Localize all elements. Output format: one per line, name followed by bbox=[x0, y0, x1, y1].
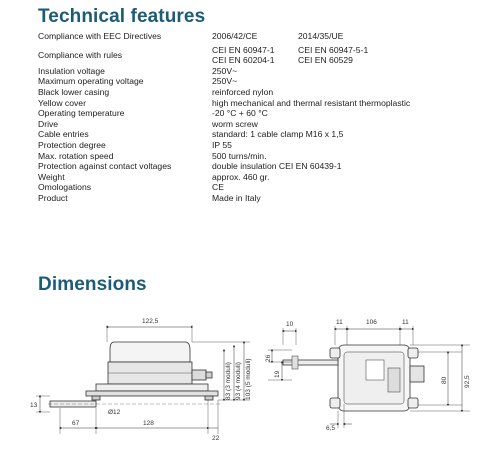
rule-item: CEI EN 60204-1 bbox=[212, 55, 275, 66]
row-value: -20 °C + 60 °C bbox=[212, 108, 268, 119]
row-value: reinforced nylon bbox=[212, 86, 274, 97]
side-view bbox=[36, 325, 250, 434]
row-label: Maximum operating voltage bbox=[38, 76, 144, 87]
dim-width-top: 122,5 bbox=[142, 318, 159, 325]
dim-base-left: 67 bbox=[72, 420, 80, 427]
row-label: Product bbox=[38, 192, 68, 203]
dim-right-h2: 92,5 bbox=[464, 375, 471, 388]
row-value: worm screw bbox=[212, 118, 258, 129]
row-value: CE bbox=[212, 182, 224, 193]
dim-base-right: 22 bbox=[212, 435, 220, 442]
rule-item: CEI EN 60947-5-1 bbox=[298, 44, 369, 55]
row-label: Insulation voltage bbox=[38, 65, 105, 76]
top-view bbox=[268, 326, 470, 428]
row-label: Compliance with EEC Directives bbox=[38, 31, 162, 41]
dim-top-left: 10 bbox=[286, 321, 294, 328]
section-title-technical-features: Technical features bbox=[38, 6, 206, 27]
dim-top-mid-a: 11 bbox=[336, 319, 343, 326]
dim-right-h1: 80 bbox=[441, 376, 448, 384]
dim-top-mid-b: 106 bbox=[366, 319, 377, 326]
section-title-dimensions: Dimensions bbox=[38, 274, 147, 295]
row-label: Drive bbox=[38, 118, 59, 129]
dim-height-3: 103 (5 moduli) bbox=[245, 358, 252, 400]
row-label: Protection degree bbox=[38, 139, 106, 150]
row-label: Cable entries bbox=[38, 129, 89, 140]
dim-left-h2: 19 bbox=[274, 370, 281, 378]
row-label: Max. rotation speed bbox=[38, 150, 114, 161]
row-value: 250V~ bbox=[212, 76, 238, 87]
row-label: Yellow cover bbox=[38, 97, 86, 108]
row-value: 250V~ bbox=[212, 65, 238, 76]
dim-height-2: 93 (4 moduli) bbox=[235, 362, 242, 400]
dim-shaft-dia: Ø12 bbox=[108, 409, 121, 416]
dim-shaft-height: 13 bbox=[30, 402, 38, 409]
row-value: IP 55 bbox=[212, 139, 232, 150]
row-value-2: 2014/35/UE bbox=[298, 31, 344, 41]
row-label: Operating temperature bbox=[38, 108, 125, 119]
row-value: high mechanical and thermal resistant thermoplastic bbox=[212, 97, 411, 108]
dim-height-1: 83 (3 moduli) bbox=[225, 362, 232, 400]
dim-left-h1: 26 bbox=[265, 354, 272, 362]
dim-bottom: 6,5 bbox=[326, 425, 336, 432]
row-value: standard: 1 cable clamp M16 x 1,5 bbox=[212, 129, 344, 140]
row-value-1: 2006/42/CE bbox=[212, 31, 258, 41]
dim-top-right: 11 bbox=[402, 319, 409, 326]
row-label: Black lower casing bbox=[38, 86, 110, 97]
row-value: Made in Italy bbox=[212, 192, 261, 203]
dim-base-mid: 128 bbox=[143, 420, 154, 427]
rule-item: CEI EN 60947-1 bbox=[212, 44, 275, 55]
row-value: 500 turns/min. bbox=[212, 150, 267, 161]
row-value: double insulation CEI EN 60439-1 bbox=[212, 161, 342, 172]
row-label: Protection against contact voltages bbox=[38, 161, 172, 172]
row-value: approx. 460 gr. bbox=[212, 171, 270, 182]
row-label: Weight bbox=[38, 171, 65, 182]
rule-item: CEI EN 60529 bbox=[298, 55, 353, 66]
row-label: Omologations bbox=[38, 182, 92, 193]
row-label: Compliance with rules bbox=[38, 49, 123, 60]
